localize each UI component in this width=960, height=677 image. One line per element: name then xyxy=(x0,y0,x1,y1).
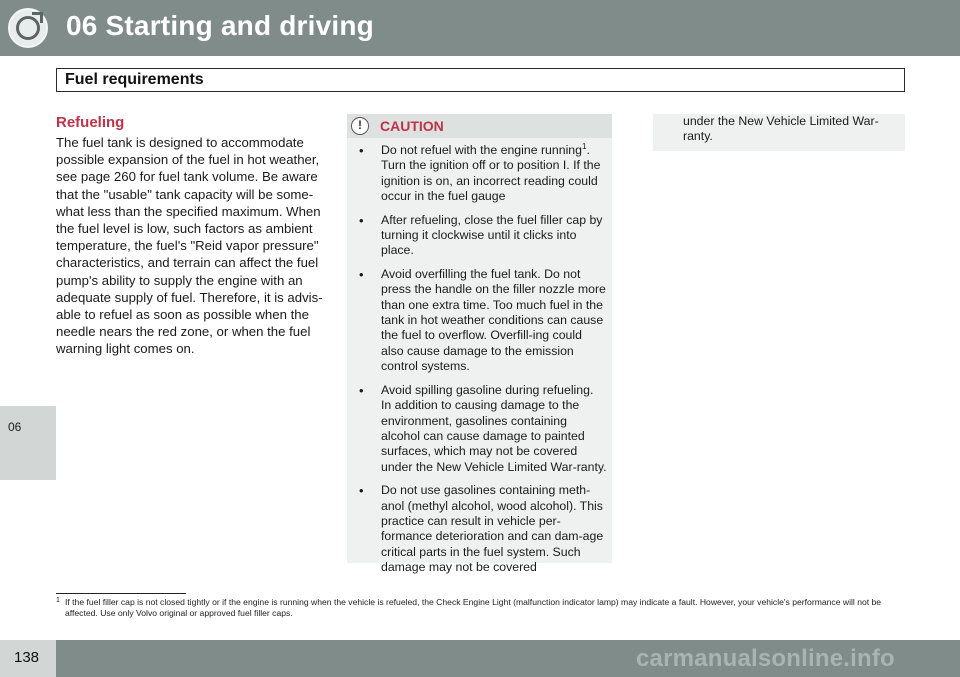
chapter-title: 06 Starting and driving xyxy=(66,10,374,41)
page-number: 138 xyxy=(14,649,40,666)
bullet-icon: • xyxy=(359,382,364,398)
footnote-text: If the fuel filler cap is not closed tightly or if the engine is running when the vehicle is refueled, the Check Engine Light (malfunction indicator lamp) may indicate a fault. However, your vehicle's performance will not be affected. Use only Volvo original or approved fuel filler caps. xyxy=(65,597,882,618)
caution-item-text: Do not use gasolines containing meth-anol (methyl alcohol, wood alcohol). This practice can result in vehicle per-formance deterioration and can dam-age critical parts in the fuel system. Such damage may not be covered xyxy=(381,483,604,575)
caution-item xyxy=(357,483,607,575)
caution-item-text: Do not refuel with the engine running xyxy=(381,143,582,157)
section-title: Fuel requirements xyxy=(65,71,204,88)
caution-item-text: . Turn the ignition off or to position I. If the ignition is on, an incorrect reading could occur in the fuel gauge xyxy=(381,143,601,204)
chapter-tab[interactable] xyxy=(0,406,56,480)
section-bar xyxy=(56,68,905,92)
caution-item xyxy=(357,213,607,259)
volvo-logo-icon xyxy=(8,8,48,48)
bullet-icon: • xyxy=(359,212,364,228)
caution-box xyxy=(347,114,612,575)
caution-list xyxy=(357,143,607,584)
caution-item-text: Avoid overfilling the fuel tank. Do not press the handle on the filler nozzle more than one extra time. Too much fuel in the tank in hot weather conditions can cause the fuel to overflow. Overfill-ing could also cause damage to the emission control systems. xyxy=(381,266,606,374)
refueling-heading: Refueling xyxy=(56,114,125,131)
caution-header xyxy=(347,114,612,138)
footnote-ref[interactable]: 1 xyxy=(581,141,587,151)
caution-item xyxy=(357,143,607,205)
bullet-icon: • xyxy=(359,143,364,158)
page-number-box xyxy=(0,640,56,677)
footnote-divider xyxy=(56,593,186,594)
refueling-paragraph: The fuel tank is designed to accommodate possible expansion of the fuel in hot weather, see page 260 for fuel tank volume. Be aware that the "usable" tank capacity will be some-what less than the specified maximum. When the fuel level is low, such factors as ambient temperature, the fuel's "Reid vapor pressure" characteristics, and terrain can affect the fuel pump's ability to supply the engine with an adequate supply of fuel. Therefore, it is advis-able to refuel as soon as possible when the needle nears the red zone, or when the fuel warning light comes on. xyxy=(56,135,323,357)
caution-label: CAUTION xyxy=(380,118,444,134)
left-column xyxy=(56,114,326,358)
bullet-icon: • xyxy=(359,483,364,499)
watermark: carmanualsonline.info xyxy=(636,645,895,672)
warning-exclamation-icon: ! xyxy=(351,117,369,135)
footnote-number: 1 xyxy=(56,597,60,604)
caution-item xyxy=(357,267,607,375)
caution-item-text: Avoid spilling gasoline during refueling. In addition to causing damage to the environment, gasolines containing alcohol can cause damage to painted surfaces, which may not be covered under the New Vehicle Limited War-ranty. xyxy=(381,382,607,474)
footnote xyxy=(56,597,906,618)
caution-continuation-text: under the New Vehicle Limited War-ranty. xyxy=(683,114,879,144)
logo-box xyxy=(0,0,56,56)
caution-item xyxy=(357,383,607,475)
chapter-tab-label: 06 xyxy=(8,420,22,434)
bullet-icon: • xyxy=(359,266,364,282)
caution-item-text: After refueling, close the fuel filler cap by turning it clockwise until it clicks into place. xyxy=(381,212,603,258)
caution-continuation-box xyxy=(653,114,905,151)
side-strip xyxy=(0,56,56,640)
